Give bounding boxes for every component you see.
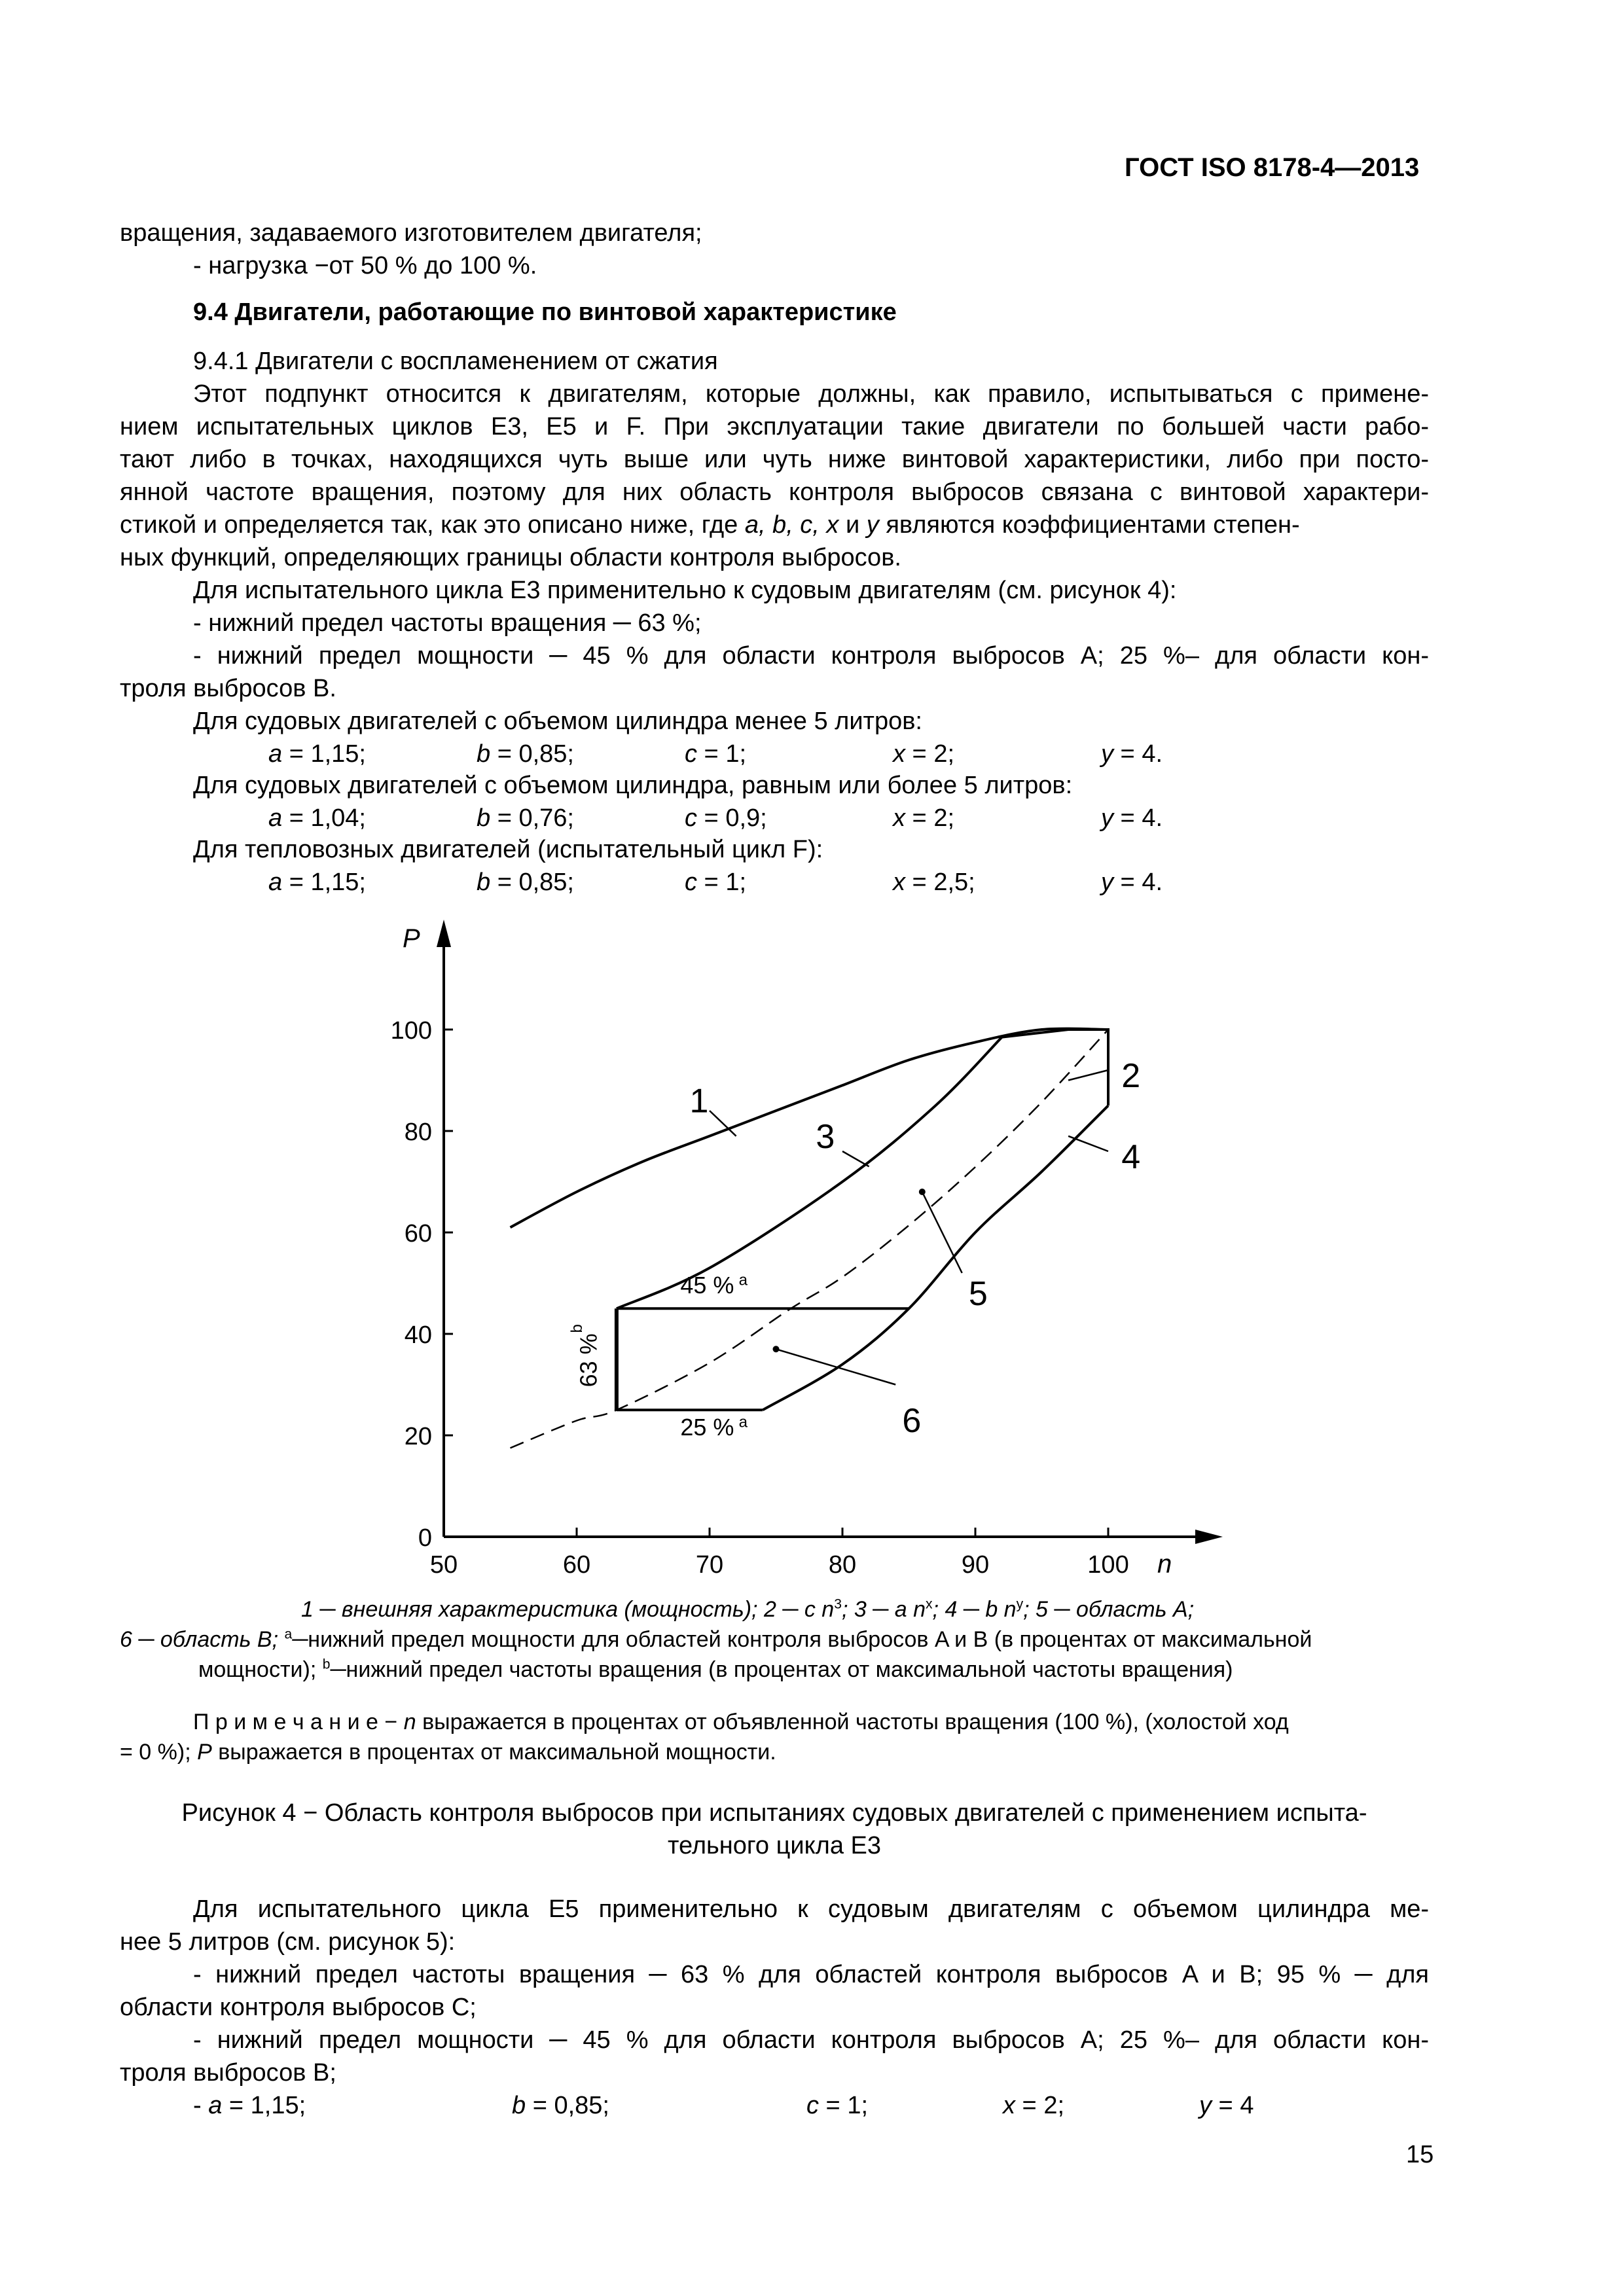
coef-group-1-b: b = 0,85;: [477, 740, 574, 768]
e5-line-6: троля выбросов B;: [120, 2059, 336, 2087]
para1-line-5-y: y: [866, 511, 879, 539]
y-axis-arrow: [437, 920, 451, 947]
note-line-1: П р и м е ч а н и е − n выражается в процентах от объявленной частоты вращения (100 %), (холостой ход: [193, 1710, 1289, 1734]
legend-line-1: 1 ─ внешняя характеристика (мощность); 2 ─ c $n^3$; 3 ─ a $n^x$; 4 ─ b $n^y$; 5 ─ область A;: [301, 1596, 1195, 1622]
coef-group-2-x: x = 2;: [893, 804, 955, 832]
label-25-sup: a: [738, 1413, 748, 1431]
para1-line-3: тают либо в точках, находящихся чуть выше или чуть ниже винтовой характеристики, либо при посто-: [120, 446, 1429, 473]
figure-caption-line-2: тельного цикла E3: [667, 1832, 882, 1859]
intro-line-2: - нагрузка −от 50 % до 100 %.: [193, 252, 537, 279]
coef-group-3-c: c = 1;: [685, 869, 747, 896]
e3-line-4: троля выбросов B.: [120, 675, 336, 702]
page-number: 15: [1406, 2141, 1434, 2168]
label-45-sup: a: [738, 1271, 748, 1289]
label-25-percent: 25 %: [680, 1414, 734, 1441]
subsection-heading: 9.4.1 Двигатели с воспламенением от сжатия: [193, 348, 718, 375]
x-tick-label-90: 90: [961, 1551, 990, 1579]
label-45-percent: 45 %: [680, 1272, 734, 1299]
legend-line-3: мощности); $^b$─нижний предел частоты вращения (в процентах от максимальной частоты вращения): [198, 1657, 1233, 1682]
callout-label-6: 6: [902, 1401, 922, 1440]
y-tick-label-0: 0: [418, 1524, 432, 1552]
callout-label-3: 3: [816, 1117, 835, 1156]
legend-item-4: ; 4 ─ b n: [932, 1597, 1017, 1622]
legend-item-2: 2 ─ c n: [763, 1597, 835, 1622]
legend-item-3: ; 3 ─ a n: [841, 1597, 926, 1622]
legend-line-2: 6 ─ область B; $^a$─нижний предел мощности для областей контроля выбросов A и B (в процентах от максимальной: [120, 1626, 1312, 1652]
callout-leader-4: [1068, 1136, 1108, 1151]
para1-line-4: янной частоте вращения, поэтому для них область контроля выбросов связана с винтовой характери-: [120, 478, 1429, 506]
legend-item-5: ; 5 ─ область A;: [1023, 1597, 1195, 1622]
coef-group-1-a: a = 1,15;: [268, 740, 366, 768]
section-heading: 9.4 Двигатели, работающие по винтовой характеристике: [193, 298, 897, 326]
e5-line-2: нее 5 литров (см. рисунок 5):: [120, 1928, 456, 1956]
coef-group-3-label: Для тепловозных двигателей (испытательный цикл F):: [193, 836, 823, 863]
figure-caption-line-1: Рисунок 4 − Область контроля выбросов при испытаниях судовых двигателей с применением испыта-: [181, 1799, 1367, 1827]
x-tick-label-50: 50: [429, 1551, 458, 1579]
coef-group-2-y: y = 4.: [1101, 804, 1163, 832]
coef-group-2-label: Для судовых двигателей с объемом цилиндра, равным или более 5 литров:: [193, 772, 1073, 799]
legend-note-a: ─нижний предел мощности для областей контроля выбросов A и B (в процентах от максимальной: [292, 1627, 1312, 1652]
legend-note-b: ─нижний предел частоты вращения (в процентах от максимальной частоты вращения): [330, 1657, 1233, 1682]
coef-group-1-c: c = 1;: [685, 740, 747, 768]
para1-line-5-coefs: a, b, c, x: [744, 511, 839, 539]
callout-leader-6: [776, 1349, 896, 1384]
e5-line-4: области контроля выбросов C;: [120, 1994, 477, 2021]
figure-4-plot-area: [391, 920, 1223, 1579]
note-line-2: = 0 %); P выражается в процентах от максимальной мощности.: [120, 1740, 776, 1765]
legend-item-1: 1 ─ внешняя характеристика (мощность);: [301, 1597, 764, 1622]
x-tick-label-70: 70: [695, 1551, 724, 1579]
callout-label-4: 4: [1121, 1138, 1141, 1176]
coef-group-2-b: b = 0,76;: [477, 804, 574, 832]
e5-line-1: Для испытательного цикла E5 применительно к судовым двигателям с объемом цилиндра ме-: [193, 1895, 1429, 1923]
coef-group-3-x: x = 2,5;: [893, 869, 975, 896]
x-tick-label-100: 100: [1087, 1551, 1129, 1579]
callout-leader-2: [1068, 1070, 1108, 1081]
e3-line-1: Для испытательного цикла E3 применительно к судовым двигателям (см. рисунок 4):: [193, 577, 1177, 604]
curve-1-external-characteristic: [511, 1029, 1109, 1228]
e5-coef-y: y = 4: [1199, 2092, 1254, 2119]
y-tick-label-60: 60: [404, 1220, 432, 1247]
callout-leader-3: [842, 1151, 869, 1166]
document-code: ГОСТ ISO 8178-4—2013: [1125, 153, 1420, 182]
coef-group-3-b: b = 0,85;: [477, 869, 574, 896]
legend-item-6: 6 ─ область B;: [120, 1627, 285, 1652]
coef-group-3-a: a = 1,15;: [268, 869, 366, 896]
coef-group-2-a: a = 1,04;: [268, 804, 366, 832]
para1-line-6: ных функций, определяющих границы области контроля выбросов.: [120, 544, 901, 571]
intro-line-1: вращения, задаваемого изготовителем двигателя;: [120, 219, 702, 247]
para1-line-5-and: и: [839, 511, 867, 539]
e5-coef-b: b = 0,85;: [512, 2092, 609, 2119]
callout-label-2: 2: [1121, 1056, 1141, 1095]
y-axis-label: P: [403, 924, 420, 953]
e3-line-2: - нижний предел частоты вращения ─ 63 %;: [193, 609, 702, 637]
coef-group-3-y: y = 4.: [1101, 869, 1163, 896]
e5-line-3: - нижний предел частоты вращения ─ 63 % для областей контроля выбросов A и B; 95 % ─ для: [193, 1961, 1429, 1988]
y-tick-label-40: 40: [404, 1321, 432, 1349]
coef-group-1-y: y = 4.: [1101, 740, 1163, 768]
e5-line-5: - нижний предел мощности ─ 45 % для области контроля выбросов A; 25 %– для области кон-: [193, 2026, 1429, 2054]
callout-label-5: 5: [968, 1275, 988, 1313]
coef-group-1-label: Для судовых двигателей с объемом цилиндра менее 5 литров:: [193, 708, 922, 735]
e5-coef-a: - a = 1,15;: [193, 2092, 306, 2119]
x-axis-arrow: [1195, 1530, 1223, 1544]
para1-line-2: нием испытательных циклов E3, E5 и F. При эксплуатации такие двигатели по большей части рабо-: [120, 413, 1429, 440]
e5-coef-c: c = 1;: [806, 2092, 869, 2119]
coef-group-1-x: x = 2;: [893, 740, 955, 768]
x-tick-label-60: 60: [562, 1551, 591, 1579]
x-axis-label: n: [1157, 1550, 1172, 1579]
para1-line-5-a: стикой и определяется так, как это описано ниже, где: [120, 511, 745, 539]
note-label: П р и м е ч а н и е −: [193, 1710, 404, 1734]
para1-line-1: Этот подпункт относится к двигателям, которые должны, как правило, испытываться с примене-: [193, 380, 1429, 408]
e5-coef-x: x = 2;: [1003, 2092, 1065, 2119]
callout-label-1: 1: [689, 1082, 709, 1121]
area-a-top-boundary: [1002, 1030, 1108, 1105]
x-tick-label-80: 80: [828, 1551, 857, 1579]
para1-line-5-e: являются коэффициентами степен-: [878, 511, 1300, 539]
y-tick-label-20: 20: [404, 1423, 432, 1450]
y-tick-label-80: 80: [404, 1119, 432, 1146]
label-63-sup: b: [568, 1324, 586, 1333]
e3-line-3: - нижний предел мощности ─ 45 % для области контроля выбросов A; 25 %– для области кон-: [193, 642, 1429, 670]
curve-4-lower-boundary: [763, 1105, 1108, 1410]
callout-leader-5: [922, 1192, 962, 1273]
y-tick-label-100: 100: [390, 1017, 432, 1045]
coef-group-2-c: c = 0,9;: [685, 804, 767, 832]
label-63-percent: 63 %: [575, 1333, 602, 1388]
